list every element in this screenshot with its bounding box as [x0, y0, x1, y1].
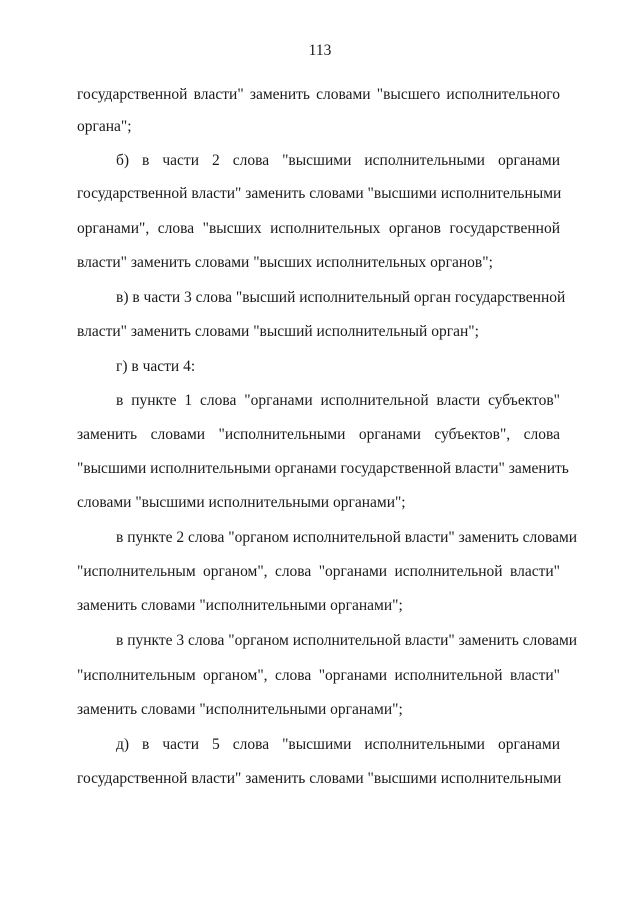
- text-line: в пункте 1 слова "органами исполнительной власти субъектов": [116, 392, 560, 409]
- text-line: государственной власти" заменить словами "высшего исполнительного: [77, 86, 560, 103]
- text-line: органа";: [77, 118, 132, 135]
- text-line: в пункте 2 слова "органом исполнительной власти" заменить словами: [116, 529, 578, 546]
- text-line: г) в части 4:: [116, 358, 196, 375]
- text-line: власти" заменить словами "высших исполнительных органов";: [77, 254, 493, 271]
- text-line: б) в части 2 слова "высшими исполнительными органами: [116, 152, 560, 169]
- text-line: "исполнительным органом", слова "органами исполнительной власти": [77, 667, 560, 684]
- text-line: власти" заменить словами "высший исполнительный орган";: [77, 323, 479, 340]
- text-line: заменить словами "исполнительными органами субъектов", слова: [77, 426, 560, 443]
- text-line: в пункте 3 слова "органом исполнительной власти" заменить словами: [116, 632, 578, 649]
- text-line: д) в части 5 слова "высшими исполнительными органами: [116, 736, 560, 753]
- text-line: заменить словами "исполнительными органами";: [77, 597, 403, 614]
- text-line: в) в части 3 слова "высший исполнительный орган государственной: [116, 289, 566, 306]
- text-line: словами "высшими исполнительными органами";: [77, 494, 406, 511]
- page-number: 113: [308, 42, 332, 59]
- text-line: государственной власти" заменить словами "высшими исполнительными: [77, 185, 562, 202]
- text-line: государственной власти" заменить словами "высшими исполнительными: [77, 770, 562, 787]
- text-line: заменить словами "исполнительными органами";: [77, 701, 403, 718]
- text-line: "высшими исполнительными органами государственной власти" заменить: [77, 460, 569, 477]
- text-line: "исполнительным органом", слова "органами исполнительной власти": [77, 563, 560, 580]
- text-line: органами", слова "высших исполнительных органов государственной: [77, 220, 560, 237]
